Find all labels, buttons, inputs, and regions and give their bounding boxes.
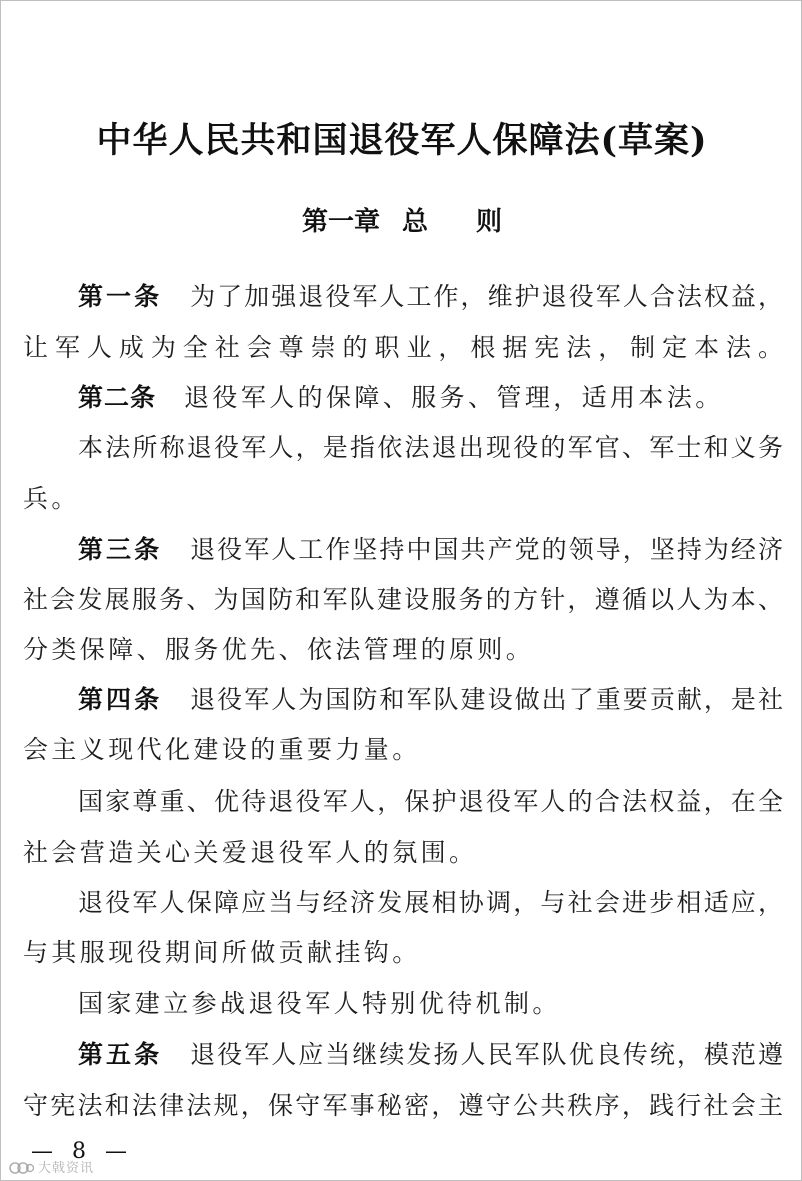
- text-line: [78, 284, 783, 309]
- watermark: [9, 1157, 94, 1176]
- text-line: [78, 687, 783, 712]
- article-label: 第一条: [78, 282, 163, 311]
- text-line: 分类保障、服务优先、依法管理的原则。: [23, 635, 535, 664]
- text-line: [78, 1042, 783, 1067]
- article-label: 第四条: [78, 685, 163, 714]
- text-line: [78, 385, 783, 410]
- article-text: 退役军人的保障、服务、管理，适用本法。: [184, 383, 724, 412]
- document-title: 中华人民共和国退役军人保障法(草案): [96, 120, 708, 161]
- text-line: 社会营造关心关爱退役军人的氛围。: [23, 838, 478, 867]
- text-line: 守宪法和法律法规，保守军事秘密，遵守公共秩序，践行社会主: [23, 1091, 783, 1120]
- chapter-word-2: 则: [476, 207, 503, 237]
- text-line: 国家尊重、优待退役军人，保护退役军人的合法权益，在全: [78, 787, 783, 816]
- chapter-number: 第一章: [301, 207, 380, 237]
- watermark-logo-icon: [9, 1161, 35, 1175]
- article-label: 第三条: [78, 535, 163, 564]
- page-number: — 8 —: [31, 1139, 133, 1164]
- article-label: 第五条: [78, 1040, 163, 1069]
- text-line: 社会发展服务、为国防和军队建设服务的方针，遵循以人为本、: [23, 585, 783, 614]
- text-line: [78, 537, 783, 562]
- chapter-word-1: 总: [401, 207, 428, 237]
- text-line: 国家建立参战退役军人特别优待机制。: [78, 989, 561, 1018]
- article-text: 退役军人为国防和军队建设做出了重要贡献，是社: [190, 685, 783, 714]
- article-text: 为了加强退役军人工作，维护退役军人合法权益，: [190, 282, 783, 311]
- text-line: 兵。: [23, 484, 80, 513]
- text-line: 本法所称退役军人，是指依法退出现役的军官、军士和义务: [78, 433, 783, 462]
- article-text: 退役军人应当继续发扬人民军队优良传统，模范遵: [190, 1040, 783, 1069]
- watermark-text: 大戟资讯: [38, 1161, 95, 1176]
- chapter-heading: [1, 201, 802, 238]
- text-line: 与其服现役期间所做贡献挂钩。: [23, 938, 421, 967]
- article-text: 退役军人工作坚持中国共产党的领导，坚持为经济: [190, 535, 783, 564]
- text-line: 会主义现代化建设的重要力量。: [23, 735, 421, 764]
- text-line: 退役军人保障应当与经济发展相协调，与社会进步相适应，: [78, 888, 783, 917]
- article-label: 第二条: [78, 383, 157, 412]
- text-line: 让军人成为全社会尊崇的职业，根据宪法，制定本法。: [23, 333, 783, 362]
